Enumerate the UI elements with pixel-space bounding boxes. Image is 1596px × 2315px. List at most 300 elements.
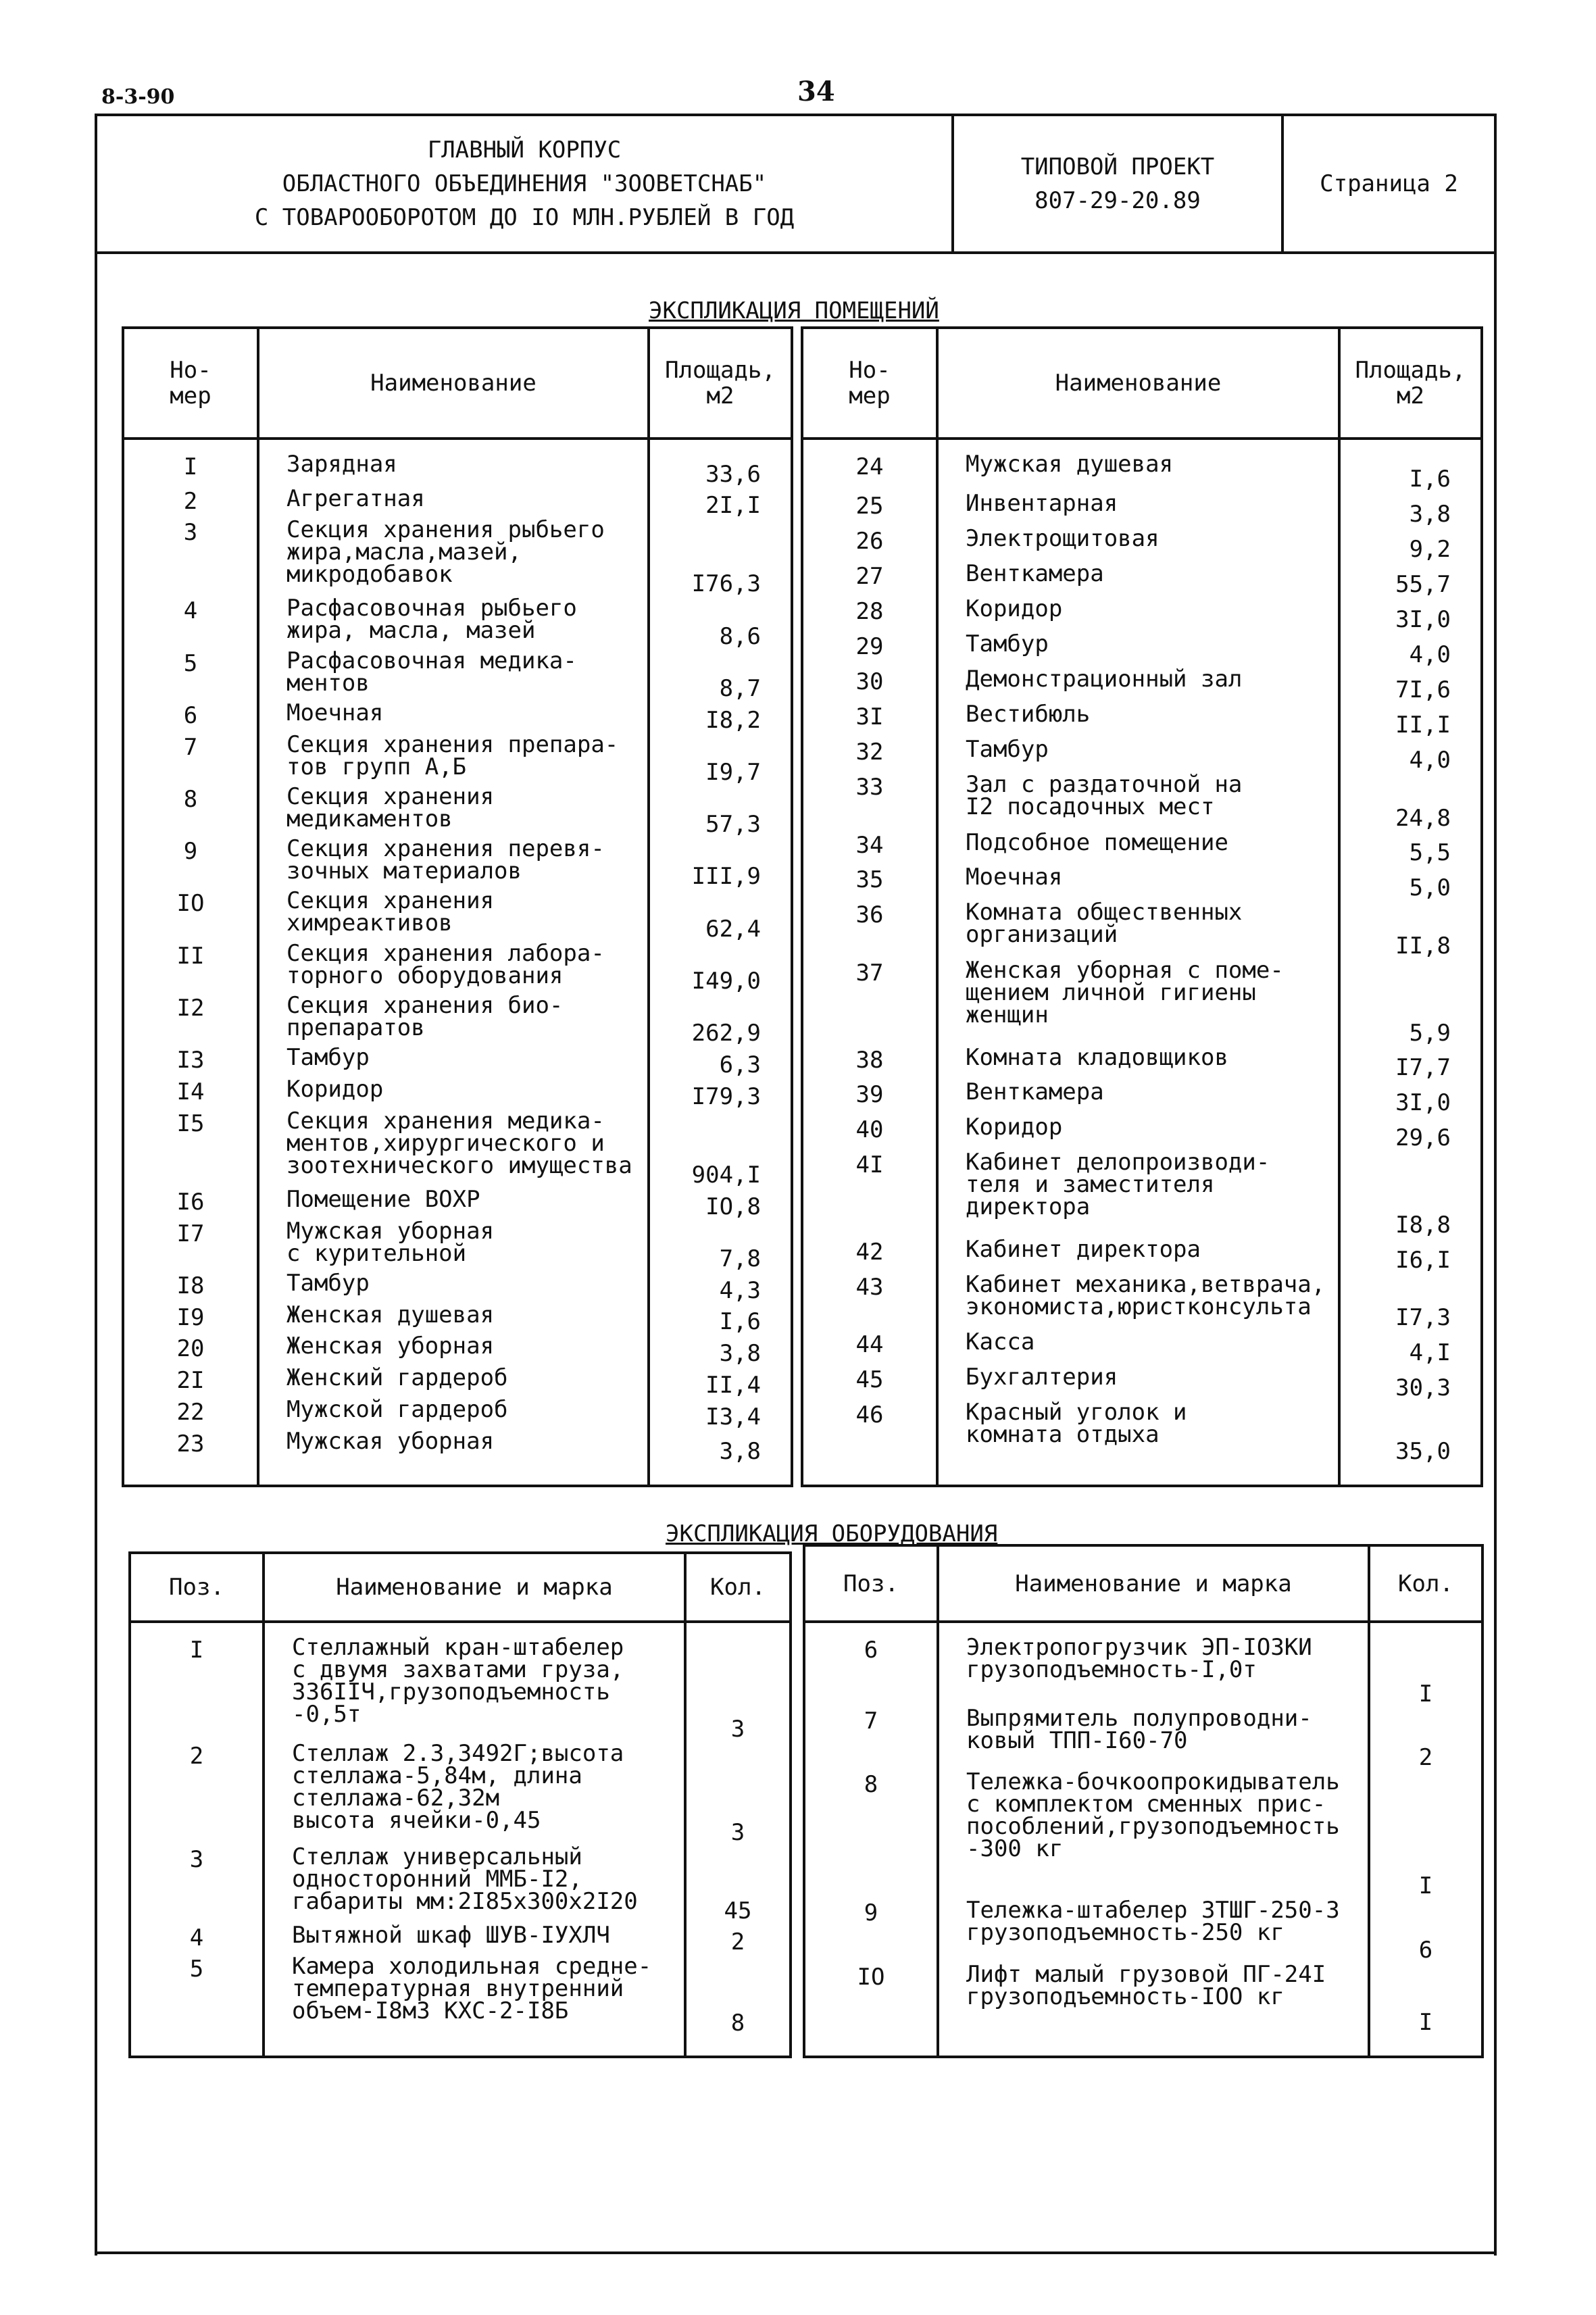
name-line: односторонний ММБ-I2,: [292, 1866, 582, 1893]
name-line: Электропогрузчик ЭП-IO3КИ: [966, 1634, 1312, 1661]
area-cell: 8,6: [649, 597, 792, 649]
area-cell: I9,7: [649, 734, 792, 786]
name-line: грузоподъемность-I,0т: [966, 1656, 1257, 1683]
name-cell: [937, 1151, 1339, 1239]
room-row: [123, 890, 792, 942]
num-cell: 32: [802, 739, 937, 774]
name-line: Подсобное помещение: [966, 828, 1228, 856]
area-cell: III,9: [649, 838, 792, 890]
name-cell: [258, 887, 649, 942]
name-line: грузоподъемность-250 кг: [966, 1919, 1285, 1947]
project-title-line: ГЛАВНЫЙ КОРПУС: [427, 136, 622, 164]
num-cell: 46: [802, 1401, 937, 1484]
name-line: температурная внутренний: [292, 1975, 624, 2003]
name-line: Вестибюль: [966, 701, 1091, 728]
area-cell: 904,I: [649, 1110, 792, 1189]
name-cell: [937, 1043, 1339, 1082]
qty-cell: I: [1369, 1771, 1482, 1899]
name-line: Помещение ВОХР: [286, 1185, 480, 1213]
filler-cell: [938, 2055, 1369, 2057]
area-cell: I79,3: [649, 1078, 792, 1110]
name-cell: [937, 1328, 1339, 1366]
name-line: препаратов: [286, 1014, 425, 1041]
name-cell: [938, 1704, 1369, 1772]
project-number: 807-29-20.89: [1034, 187, 1201, 214]
name-cell: [258, 484, 649, 520]
num-cell: 38: [802, 1047, 937, 1082]
area-cell: 3,8: [649, 1430, 792, 1485]
document-code: 8-3-90: [101, 85, 175, 109]
name-line: Женский гардероб: [286, 1364, 508, 1392]
project-title-line: С ТОВАРООБОРОТОМ ДО IO МЛН.РУБЛЕЙ В ГОД: [254, 204, 795, 231]
filler-row: [802, 1484, 1482, 1486]
name-cell: [264, 1843, 685, 1924]
area-cell: 4,0: [1339, 633, 1482, 668]
room-row: [802, 960, 1482, 1047]
area-cell: 4,3: [649, 1272, 792, 1304]
equipment-row: [130, 1924, 791, 1956]
project-type: [954, 116, 1284, 251]
project-title: [97, 116, 954, 251]
area-cell: IO,8: [649, 1189, 792, 1220]
num-cell: 4: [123, 597, 258, 649]
room-row: [123, 1047, 792, 1078]
name-line: -0,5т: [292, 1701, 361, 1728]
name-cell: [937, 490, 1339, 528]
col-header-pos: Поз.: [804, 1545, 938, 1622]
filler-cell: [685, 2056, 791, 2057]
pos-cell: IO: [804, 1964, 938, 2055]
num-cell: 22: [123, 1399, 258, 1430]
name-cell: [258, 1107, 649, 1189]
room-row: [802, 493, 1482, 528]
room-row: [123, 838, 792, 890]
num-cell: 28: [802, 598, 937, 633]
num-cell: 25: [802, 493, 937, 528]
name-line: Секция хранения: [286, 887, 495, 915]
name-line: ковый ТПП-I60-70: [966, 1726, 1188, 1754]
num-cell: 6: [123, 702, 258, 734]
num-cell: 4I: [802, 1151, 937, 1239]
name-cell: [937, 560, 1339, 598]
name-cell: [938, 1961, 1369, 2055]
num-cell: I3: [123, 1047, 258, 1078]
area-cell: 5,5: [1339, 832, 1482, 867]
name-cell: [937, 866, 1339, 901]
name-line: организаций: [966, 921, 1118, 949]
equipment-row: [804, 1771, 1482, 1899]
area-cell: I7,7: [1339, 1047, 1482, 1082]
name-line: Коридор: [966, 1114, 1063, 1141]
pos-cell: 7: [804, 1708, 938, 1772]
num-cell: I6: [123, 1189, 258, 1220]
name-line: медикаментов: [286, 805, 453, 832]
name-line: ментов,хирургического и: [286, 1129, 605, 1157]
room-row: [123, 1430, 792, 1485]
room-row: [123, 1304, 792, 1336]
area-cell: I3,4: [649, 1399, 792, 1430]
room-row: [123, 786, 792, 838]
name-line: щением личной гигиены: [966, 979, 1256, 1007]
num-cell: I8: [123, 1272, 258, 1304]
name-line: с двумя захватами груза,: [292, 1656, 624, 1683]
name-line: Бухгалтерия: [966, 1364, 1118, 1391]
name-line: стеллажа-62,32м: [292, 1785, 500, 1812]
room-row: [802, 633, 1482, 668]
qty-cell: 45: [685, 1846, 791, 1924]
page-frame-bottom: [95, 2251, 1497, 2254]
name-line: объем-I8м3 КХС-2-I8Б: [292, 1997, 569, 2025]
area-cell: 62,4: [649, 890, 792, 942]
name-line: Тамбур: [966, 630, 1049, 658]
room-row: [123, 734, 792, 786]
title-block: [95, 114, 1497, 254]
name-line: Тамбур: [286, 1044, 370, 1072]
area-cell: 7,8: [649, 1220, 792, 1272]
num-cell: 34: [802, 832, 937, 867]
num-cell: 7: [123, 734, 258, 786]
name-line: директора: [966, 1193, 1091, 1221]
name-line: жира,масла,мазей,: [286, 539, 522, 566]
room-row: [123, 488, 792, 520]
name-line: Секция хранения медика-: [286, 1107, 605, 1135]
name-cell: [937, 901, 1339, 960]
name-cell: [258, 782, 649, 838]
name-line: Зал с раздаточной на: [966, 770, 1243, 798]
name-line: Коридор: [286, 1076, 384, 1103]
name-line: Электрощитовая: [966, 525, 1159, 553]
name-line: Тамбур: [286, 1269, 370, 1297]
col-header-area: Площадь, м2: [1339, 328, 1482, 439]
room-row: [802, 774, 1482, 832]
equipment-row: [804, 1622, 1482, 1708]
room-row: [802, 439, 1482, 493]
area-cell: 35,0: [1339, 1401, 1482, 1484]
name-line: женщин: [966, 1001, 1049, 1029]
equipment-section-title: ЭКСПЛИКАЦИЯ ОБОРУДОВАНИЯ: [666, 1520, 998, 1547]
col-header-name-brand: Наименование и марка: [938, 1545, 1369, 1622]
room-row: [123, 519, 792, 597]
room-row: [123, 943, 792, 995]
name-line: Кабинет делопроизводи-: [966, 1149, 1270, 1176]
name-line: Выпрямитель полупроводни-: [966, 1704, 1312, 1732]
room-row: [802, 703, 1482, 739]
num-cell: 8: [123, 786, 258, 838]
name-line: ментов: [286, 669, 370, 697]
name-line: -300 кг: [966, 1835, 1064, 1863]
name-line: Камера холодильная средне-: [292, 1953, 652, 1981]
qty-cell: I: [1369, 1622, 1482, 1708]
num-cell: 44: [802, 1331, 937, 1366]
num-cell: 45: [802, 1366, 937, 1401]
name-line: Демонстрационный зал: [966, 666, 1243, 693]
name-cell: [258, 1427, 649, 1485]
room-row: [123, 1078, 792, 1110]
name-cell: [937, 595, 1339, 633]
name-cell: [937, 525, 1339, 563]
name-line: пособлений,грузоподъемность: [966, 1813, 1340, 1841]
name-cell: [258, 1185, 649, 1220]
num-cell: IO: [123, 890, 258, 942]
name-cell: [937, 668, 1339, 703]
area-cell: I6,I: [1339, 1239, 1482, 1274]
area-cell: 262,9: [649, 995, 792, 1047]
area-cell: 8,7: [649, 650, 792, 702]
name-cell: [258, 597, 649, 649]
name-cell: [258, 1269, 649, 1304]
name-line: Секция хранения препара-: [286, 730, 619, 758]
room-row: [123, 1335, 792, 1367]
room-row: [802, 832, 1482, 867]
num-cell: 42: [802, 1239, 937, 1274]
pos-cell: I: [130, 1622, 264, 1743]
name-line: Мужская уборная: [286, 1427, 495, 1455]
name-line: Комната кладовщиков: [966, 1043, 1228, 1071]
room-row: [802, 1081, 1482, 1116]
name-line: Женская душевая: [286, 1301, 495, 1328]
room-row: [123, 439, 792, 488]
name-line: Секция хранения лабора-: [286, 939, 605, 967]
name-line: Моечная: [966, 864, 1063, 891]
room-row: [802, 563, 1482, 598]
name-line: Зарядная: [286, 451, 397, 478]
filler-cell: [130, 2056, 264, 2057]
area-cell: 55,7: [1339, 563, 1482, 598]
name-line: Коридор: [966, 595, 1063, 623]
equipment-row: [804, 1899, 1482, 1964]
area-cell: I49,0: [649, 943, 792, 995]
name-line: Венткамера: [966, 560, 1104, 588]
room-row: [123, 1110, 792, 1189]
area-cell: 33,6: [649, 439, 792, 488]
num-cell: 2: [123, 488, 258, 520]
room-row: [802, 528, 1482, 563]
name-cell: [258, 516, 649, 597]
room-row: [123, 1189, 792, 1220]
name-line: высота ячейки-0,45: [292, 1807, 541, 1835]
filler-cell: [649, 1484, 792, 1486]
name-line: Тамбур: [966, 735, 1049, 763]
area-cell: II,4: [649, 1367, 792, 1399]
qty-cell: 8: [685, 1956, 791, 2056]
name-line: Вытяжной шкаф ШУВ-IУХЛЧ: [292, 1921, 610, 1949]
num-cell: I2: [123, 995, 258, 1047]
name-line: с комплектом сменных прис-: [966, 1791, 1326, 1818]
area-cell: I8,2: [649, 702, 792, 734]
name-line: Лифт малый грузовой ПГ-24I: [966, 1961, 1326, 1988]
name-cell: [258, 1335, 649, 1367]
qty-cell: 2: [685, 1924, 791, 1956]
num-cell: 24: [802, 439, 937, 493]
name-cell: [258, 699, 649, 734]
project-title-line: ОБЛАСТНОГО ОБЪЕДИНЕНИЯ "ЗООВЕТСНАБ": [282, 170, 767, 197]
filler-cell: [258, 1484, 649, 1486]
room-row: [802, 1047, 1482, 1082]
col-header-name-brand: Наименование и марка: [264, 1553, 685, 1622]
room-row: [802, 866, 1482, 901]
col-header-qty: Кол.: [1369, 1545, 1482, 1622]
qty-cell: 2: [1369, 1708, 1482, 1772]
num-cell: 2I: [123, 1367, 258, 1399]
room-row: [802, 1401, 1482, 1484]
name-cell: [937, 439, 1339, 493]
num-cell: 33: [802, 774, 937, 832]
num-cell: I9: [123, 1304, 258, 1336]
area-cell: 30,3: [1339, 1366, 1482, 1401]
room-row: [802, 739, 1482, 774]
name-cell: [937, 828, 1339, 867]
equipment-row: [804, 1708, 1482, 1772]
filler-row: [130, 2056, 791, 2057]
name-cell: [258, 439, 649, 488]
name-cell: [937, 1270, 1339, 1332]
col-header-number: Но- мер: [802, 328, 937, 439]
name-line: Расфасовочная медика-: [286, 647, 577, 674]
area-cell: 3I,0: [1339, 598, 1482, 633]
name-line: Кабинет механика,ветврача,: [966, 1270, 1326, 1298]
room-row: [802, 1239, 1482, 1274]
name-cell: [937, 957, 1339, 1047]
pos-cell: 5: [130, 1956, 264, 2056]
num-cell: II: [123, 943, 258, 995]
room-row: [123, 995, 792, 1047]
num-cell: 20: [123, 1335, 258, 1367]
name-line: жира, масла, мазей: [286, 617, 536, 645]
num-cell: I7: [123, 1220, 258, 1272]
room-row: [123, 597, 792, 649]
area-cell: I8,8: [1339, 1151, 1482, 1239]
qty-cell: 3: [685, 1622, 791, 1743]
area-cell: 2I,I: [649, 488, 792, 520]
area-cell: I,6: [1339, 439, 1482, 493]
equipment-row: [130, 1846, 791, 1924]
area-cell: 24,8: [1339, 774, 1482, 832]
num-cell: 26: [802, 528, 937, 563]
name-cell: [258, 1364, 649, 1399]
equipment-row: [804, 1964, 1482, 2055]
name-line: тов групп А,Б: [286, 753, 467, 780]
name-line: Моечная: [286, 699, 384, 726]
area-cell: 5,0: [1339, 866, 1482, 901]
name-cell: [937, 1235, 1339, 1274]
name-line: микродобавок: [286, 561, 453, 589]
room-row: [123, 1220, 792, 1272]
room-row: [802, 901, 1482, 960]
rooms-table-right: [801, 326, 1483, 1487]
name-line: с курительной: [286, 1239, 467, 1267]
num-cell: 35: [802, 866, 937, 901]
name-line: Мужская душевая: [966, 451, 1174, 478]
area-cell: II,I: [1339, 703, 1482, 739]
area-cell: 5,9: [1339, 960, 1482, 1047]
num-cell: 39: [802, 1081, 937, 1116]
room-row: [123, 1399, 792, 1430]
area-cell: 7I,6: [1339, 668, 1482, 703]
name-cell: [937, 1366, 1339, 1401]
pos-cell: 2: [130, 1743, 264, 1846]
name-cell: [258, 939, 649, 995]
area-cell: I7,3: [1339, 1274, 1482, 1332]
area-cell: II,8: [1339, 901, 1482, 960]
name-line: Мужской гардероб: [286, 1396, 508, 1424]
filler-cell: [802, 1484, 937, 1486]
num-cell: 36: [802, 901, 937, 960]
name-line: стеллажа-5,84м, длина: [292, 1762, 582, 1790]
qty-cell: 6: [1369, 1899, 1482, 1964]
num-cell: I: [123, 439, 258, 488]
name-cell: [258, 1396, 649, 1430]
name-line: Тележка-штабелер ЗТШГ-250-3: [966, 1897, 1340, 1924]
area-cell: 6,3: [649, 1047, 792, 1078]
area-cell: 29,6: [1339, 1116, 1482, 1151]
name-line: зоотехнического имущества: [286, 1151, 632, 1179]
num-cell: 5: [123, 650, 258, 702]
name-line: Секция хранения рыбьего: [286, 516, 605, 544]
name-line: 336IIЧ,грузоподъемность: [292, 1678, 610, 1706]
num-cell: 43: [802, 1274, 937, 1332]
col-header-number: Но- мер: [123, 328, 258, 439]
name-cell: [264, 1740, 685, 1846]
area-cell: I,6: [649, 1304, 792, 1336]
name-cell: [938, 1768, 1369, 1899]
num-cell: 30: [802, 668, 937, 703]
room-row: [802, 598, 1482, 633]
col-header-qty: Кол.: [685, 1553, 791, 1622]
pos-cell: 8: [804, 1771, 938, 1899]
rooms-table-left: [122, 326, 793, 1487]
equipment-row: [130, 1743, 791, 1846]
name-line: Секция хранения: [286, 782, 495, 810]
name-line: торного оборудования: [286, 962, 564, 989]
name-cell: [258, 991, 649, 1047]
name-line: экономиста,юристконсульта: [966, 1293, 1312, 1320]
pos-cell: 3: [130, 1846, 264, 1924]
rooms-section-title: ЭКСПЛИКАЦИЯ ПОМЕЩЕНИЙ: [649, 297, 939, 324]
num-cell: 23: [123, 1430, 258, 1485]
name-cell: [258, 1078, 649, 1110]
num-cell: I5: [123, 1110, 258, 1189]
name-cell: [258, 1217, 649, 1272]
name-cell: [937, 1078, 1339, 1116]
num-cell: 3: [123, 519, 258, 597]
name-line: зочных материалов: [286, 857, 522, 885]
area-cell: 4,0: [1339, 739, 1482, 774]
col-header-pos: Поз.: [130, 1553, 264, 1622]
area-cell: 9,2: [1339, 528, 1482, 563]
name-cell: [938, 1899, 1369, 1964]
pos-cell: 9: [804, 1899, 938, 1964]
qty-cell: 3: [685, 1743, 791, 1846]
name-line: Кабинет директора: [966, 1235, 1201, 1263]
name-cell: [264, 1921, 685, 1956]
sheet-label: [1284, 116, 1494, 251]
col-header-name: Наименование: [258, 328, 649, 439]
area-cell: 3I,0: [1339, 1081, 1482, 1116]
name-cell: [937, 1401, 1339, 1484]
name-cell: [258, 1044, 649, 1078]
name-cell: [938, 1622, 1369, 1708]
name-line: габариты мм:2I85х300х2I20: [292, 1888, 638, 1916]
filler-row: [123, 1484, 792, 1486]
col-header-name: Наименование: [937, 328, 1339, 439]
area-cell: 57,3: [649, 786, 792, 838]
col-header-area: Площадь, м2: [649, 328, 792, 439]
name-line: Секция хранения био-: [286, 991, 564, 1019]
name-line: I2 посадочных мест: [966, 793, 1215, 820]
num-cell: I4: [123, 1078, 258, 1110]
name-cell: [937, 735, 1339, 774]
name-line: Комната общественных: [966, 899, 1243, 926]
